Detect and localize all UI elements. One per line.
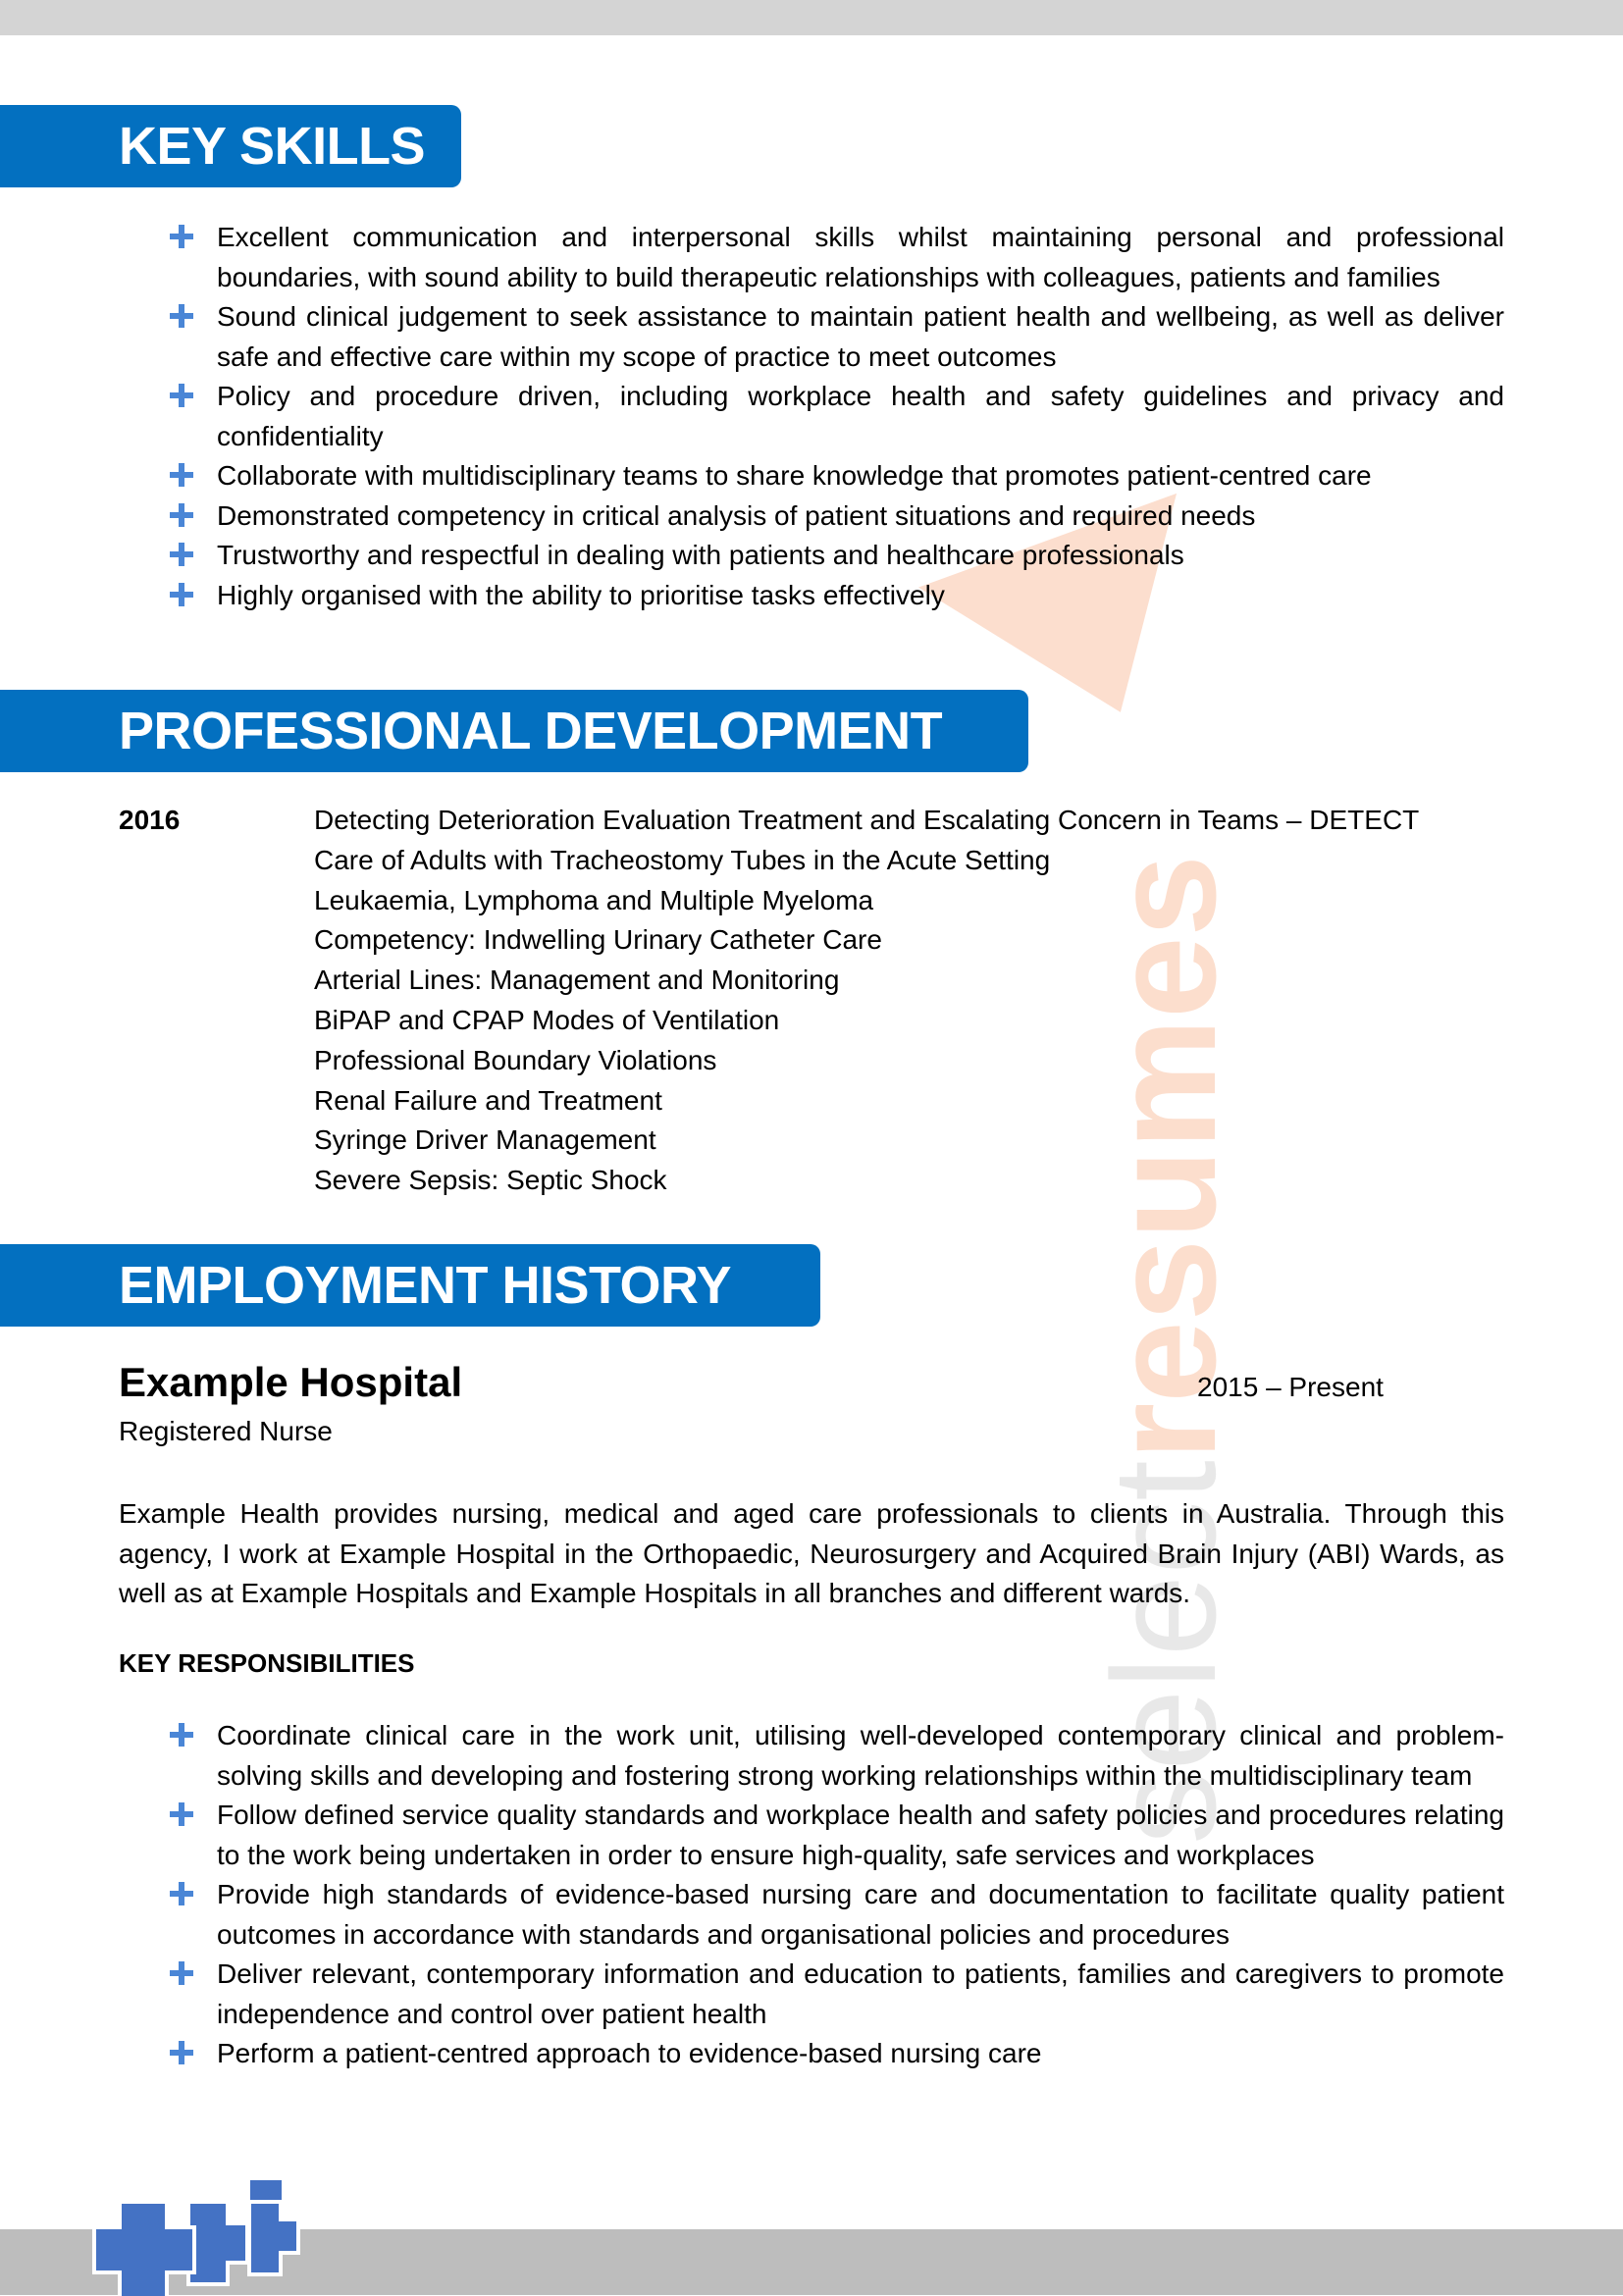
key-skills-list [180, 218, 1504, 615]
list-item [180, 377, 1504, 456]
plus-icon [170, 543, 193, 566]
list-item [180, 456, 1504, 496]
plus-icon [170, 2041, 193, 2064]
list-item: Competency: Indwelling Urinary Catheter Care [314, 924, 882, 956]
list-item [180, 1955, 1504, 2034]
list-item: Leukaemia, Lymphoma and Multiple Myeloma [314, 884, 874, 915]
plus-icon [170, 1723, 193, 1747]
list-item [180, 496, 1504, 537]
key-responsibilities-heading: KEY RESPONSIBILITIES [119, 1648, 415, 1678]
plus-icon [170, 1802, 193, 1826]
plus-icon [170, 384, 193, 407]
watermark-resumes: resumes [1081, 855, 1246, 1461]
responsibilities-list [180, 1716, 1504, 2074]
employer-name: Example Hospital [119, 1359, 463, 1405]
list-item [180, 297, 1504, 377]
list-item: Arterial Lines: Management and Monitoring [314, 965, 840, 996]
list-item [180, 1716, 1504, 1796]
item-text: Deliver relevant, contemporary information and education to patients, families and caregivers to promote independence and control over patient health [217, 1958, 1504, 2029]
list-item [180, 576, 1504, 616]
employment-dates: 2015 – Present [1197, 1372, 1384, 1402]
job-title: Registered Nurse [119, 1416, 333, 1446]
list-item [180, 2034, 1504, 2074]
list-item [180, 1875, 1504, 1955]
employer-description: Example Health provides nursing, medical and aged care professionals to clients in Australia. Through this agency, I work at Example Hospital in the Orthopaedic, Neurosurgery and Acquired Brain Injury (ABI) Wards, as well as at Example Hospitals and Example Hospitals in all branches and different wards. [119, 1498, 1504, 1608]
plus-icon [170, 463, 193, 487]
plus-icon [170, 1882, 193, 1905]
plus-icon [170, 304, 193, 328]
item-text: Perform a patient-centred approach to evidence-based nursing care [217, 2038, 1042, 2068]
plus-icon [170, 225, 193, 248]
header-bar [0, 0, 1623, 35]
watermark-select: select [1081, 1460, 1246, 1845]
item-text: Sound clinical judgement to seek assistance to maintain patient health and wellbeing, as well as deliver safe and effective care within my scope of practice to meet outcomes [217, 301, 1504, 372]
list-item: Professional Boundary Violations [314, 1044, 717, 1075]
professional-development-heading: PROFESSIONAL DEVELOPMENT [0, 690, 1028, 772]
item-text: Policy and procedure driven, including workplace health and safety guidelines and privacy and confidentiality [217, 381, 1504, 451]
list-item [180, 1796, 1504, 1875]
list-item [180, 536, 1504, 576]
list-item: Severe Sepsis: Septic Shock [314, 1165, 667, 1196]
list-item: Care of Adults with Tracheostomy Tubes in the Acute Setting [314, 844, 1051, 875]
item-text: Highly organised with the ability to prioritise tasks effectively [217, 579, 945, 610]
list-item: Renal Failure and Treatment [314, 1084, 662, 1116]
plus-icon [170, 503, 193, 527]
list-item: Syringe Driver Management [314, 1124, 656, 1156]
item-text: Demonstrated competency in critical analysis of patient situations and required needs [217, 499, 1256, 531]
item-text: Collaborate with multidisciplinary teams to share knowledge that promotes patient-centred care [217, 460, 1372, 491]
pd-year: 2016 [119, 805, 181, 835]
plus-icon [170, 1961, 193, 1985]
employment-history-heading: EMPLOYMENT HISTORY [0, 1244, 820, 1327]
item-text: Follow defined service quality standards and workplace health and safety policies and procedures relating to the work being undertaken in order to ensure high-quality, safe services and workplaces [217, 1800, 1504, 1870]
list-item: Detecting Deterioration Evaluation Treatment and Escalating Concern in Teams – DETECT [314, 805, 1420, 835]
item-text: Provide high standards of evidence-based nursing care and documentation to facilitate quality patient outcomes in accordance with standards and organisational policies and procedures [217, 1879, 1504, 1950]
key-skills-heading: KEY SKILLS [0, 105, 461, 187]
item-text: Trustworthy and respectful in dealing with patients and healthcare professionals [217, 540, 1184, 570]
list-item: BiPAP and CPAP Modes of Ventilation [314, 1004, 780, 1035]
plus-icon [170, 583, 193, 606]
list-item [180, 218, 1504, 297]
medical-crosses-icon [88, 2178, 314, 2296]
pd-list [314, 801, 1590, 1201]
item-text: Excellent communication and interpersonal skills whilst maintaining personal and professional boundaries, with sound ability to build therapeutic relationships with colleagues, patients and families [217, 222, 1504, 292]
item-text: Coordinate clinical care in the work unit, utilising well-developed contemporary clinical and problem-solving skills and developing and fostering strong working relationships within the multidisciplinary team [217, 1720, 1504, 1791]
